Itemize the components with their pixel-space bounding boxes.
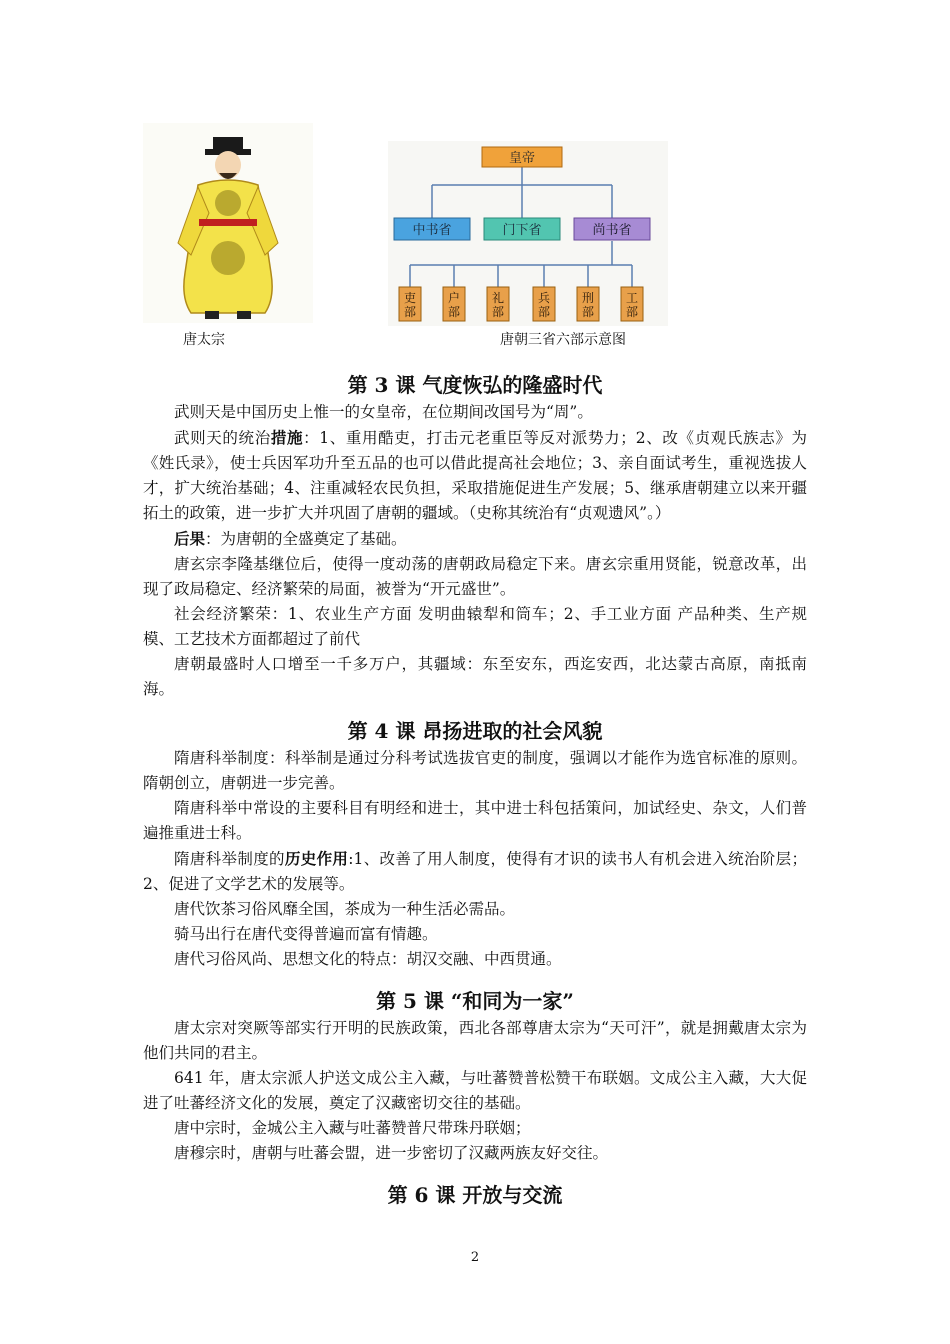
lesson4-para-3-text: :1、改善了用人制度，使得有才识的读书人有机会进入统治阶层；2、促进了文学艺术的发展等。: [143, 850, 807, 893]
lesson5-para-2: 641 年，唐太宗派人护送文成公主入藏，与吐蕃赞普松赞干布联姻。文成公主入藏，大大促进了吐蕃经济文化的发展，奠定了汉藏密切交往的基础。: [143, 1069, 807, 1112]
chart-node-ministry: 礼部: [491, 291, 505, 319]
lesson4-historical-role-label: 历史作用: [284, 849, 349, 868]
chart-node-emperor: 皇帝: [508, 151, 536, 166]
chart-node-ministry: 兵部: [537, 291, 551, 319]
lesson5-title: 第 5 课 “和同为一家”: [376, 989, 574, 1013]
lesson3-title: 第 3 课 气度恢弘的隆盛时代: [347, 373, 603, 397]
lesson6-title: 第 6 课 开放与交流: [387, 1183, 563, 1207]
lesson3-para-3-text: ：为唐朝的全盛奠定了基础。: [205, 530, 407, 548]
chart-node-shangshu: 尚书省: [592, 223, 632, 238]
chart-caption: 唐朝三省六部示意图: [500, 332, 626, 348]
lesson4-para-4: 唐代饮茶习俗风靡全国，茶成为一种生活必需品。: [174, 900, 516, 918]
three-departments-six-ministries-chart: [388, 141, 668, 326]
lesson3-para-4: 唐玄宗李隆基继位后，使得一度动荡的唐朝政局稳定下来。唐玄宗重用贤能，锐意改革，出现了政局稳定、经济繁荣的局面，被誉为“开元盛世”。: [143, 555, 807, 598]
lesson5-para-1: 唐太宗对突厥等部实行开明的民族政策，西北各部尊唐太宗为“天可汗”，就是拥戴唐太宗为他们共同的君主。: [143, 1019, 807, 1062]
lesson3-para-2: [143, 425, 807, 526]
emperor-caption: 唐太宗: [183, 332, 225, 348]
lesson3-para-3: [143, 526, 807, 552]
lesson5-para-4: 唐穆宗时，唐朝与吐蕃会盟，进一步密切了汉藏两族友好交往。: [174, 1144, 609, 1162]
lesson3-para-2-text: ：1、重用酷吏，打击元老重臣等反对派势力；2、改《贞观氏族志》为《姓氏录》，使士兵因军功升至五品的也可以借此提高社会地位；3、亲自面试考生，重视选拔人才，扩大统治基础；4、注重减轻农民负担，采取措施促进生产发展；5、继承唐朝建立以来开疆拓土的政策，进一步扩大并巩固了唐朝的疆域。（史称其统治有“贞观遗风”。）: [143, 429, 807, 522]
chart-node-menxia: 门下省: [502, 223, 542, 238]
lesson5-para-3: 唐中宗时，金城公主入藏与吐蕃赞普尺带珠丹联姻；: [174, 1119, 531, 1137]
lesson4-para-1: 隋唐科举制度：科举制是通过分科考试选拔官吏的制度，强调以才能作为选官标准的原则。隋朝创立，唐朝进一步完善。: [143, 749, 807, 792]
lesson4-para-2: 隋唐科举中常设的主要科目有明经和进士，其中进士科包括策问，加试经史、杂文，人们普遍推重进士科。: [143, 799, 807, 842]
page-number: 2: [470, 1250, 480, 1265]
emperor-illustration: [143, 123, 313, 323]
lesson4-para-3: [143, 846, 807, 897]
lesson3-para-6: 唐朝最盛时人口增至一千多万户，其疆域：东至安东，西迄安西，北达蒙古高原，南抵南海。: [143, 655, 807, 698]
document-body: [143, 370, 807, 1210]
lesson3-consequence-label: 后果: [174, 529, 206, 548]
lesson3-para-2-prefix: 武则天的统治: [174, 429, 271, 447]
chart-node-ministry: 户部: [447, 291, 461, 319]
lesson4-para-6: 唐代习俗风尚、思想文化的特点：胡汉交融、中西贯通。: [174, 950, 562, 968]
chart-node-ministry: 刑部: [581, 291, 595, 319]
lesson4-title: 第 4 课 昂扬进取的社会风貌: [347, 719, 603, 743]
lesson3-measures-label: 措施: [270, 428, 304, 447]
figure-area: [143, 123, 668, 351]
lesson3-para-1: 武则天是中国历史上惟一的女皇帝，在位期间改国号为“周”。: [174, 403, 593, 421]
lesson4-para-3-prefix: 隋唐科举制度的: [174, 850, 285, 868]
lesson4-para-5: 骑马出行在唐代变得普遍而富有情趣。: [174, 925, 438, 943]
lesson3-para-5: 社会经济繁荣：1、农业生产方面 发明曲辕犁和筒车；2、手工业方面 产品种类、生产规模、工艺技术方面都超过了前代: [143, 605, 807, 648]
chart-node-ministry: 工部: [625, 291, 639, 319]
chart-node-zhongshu: 中书省: [412, 223, 452, 238]
chart-node-ministry: 吏部: [403, 291, 417, 319]
